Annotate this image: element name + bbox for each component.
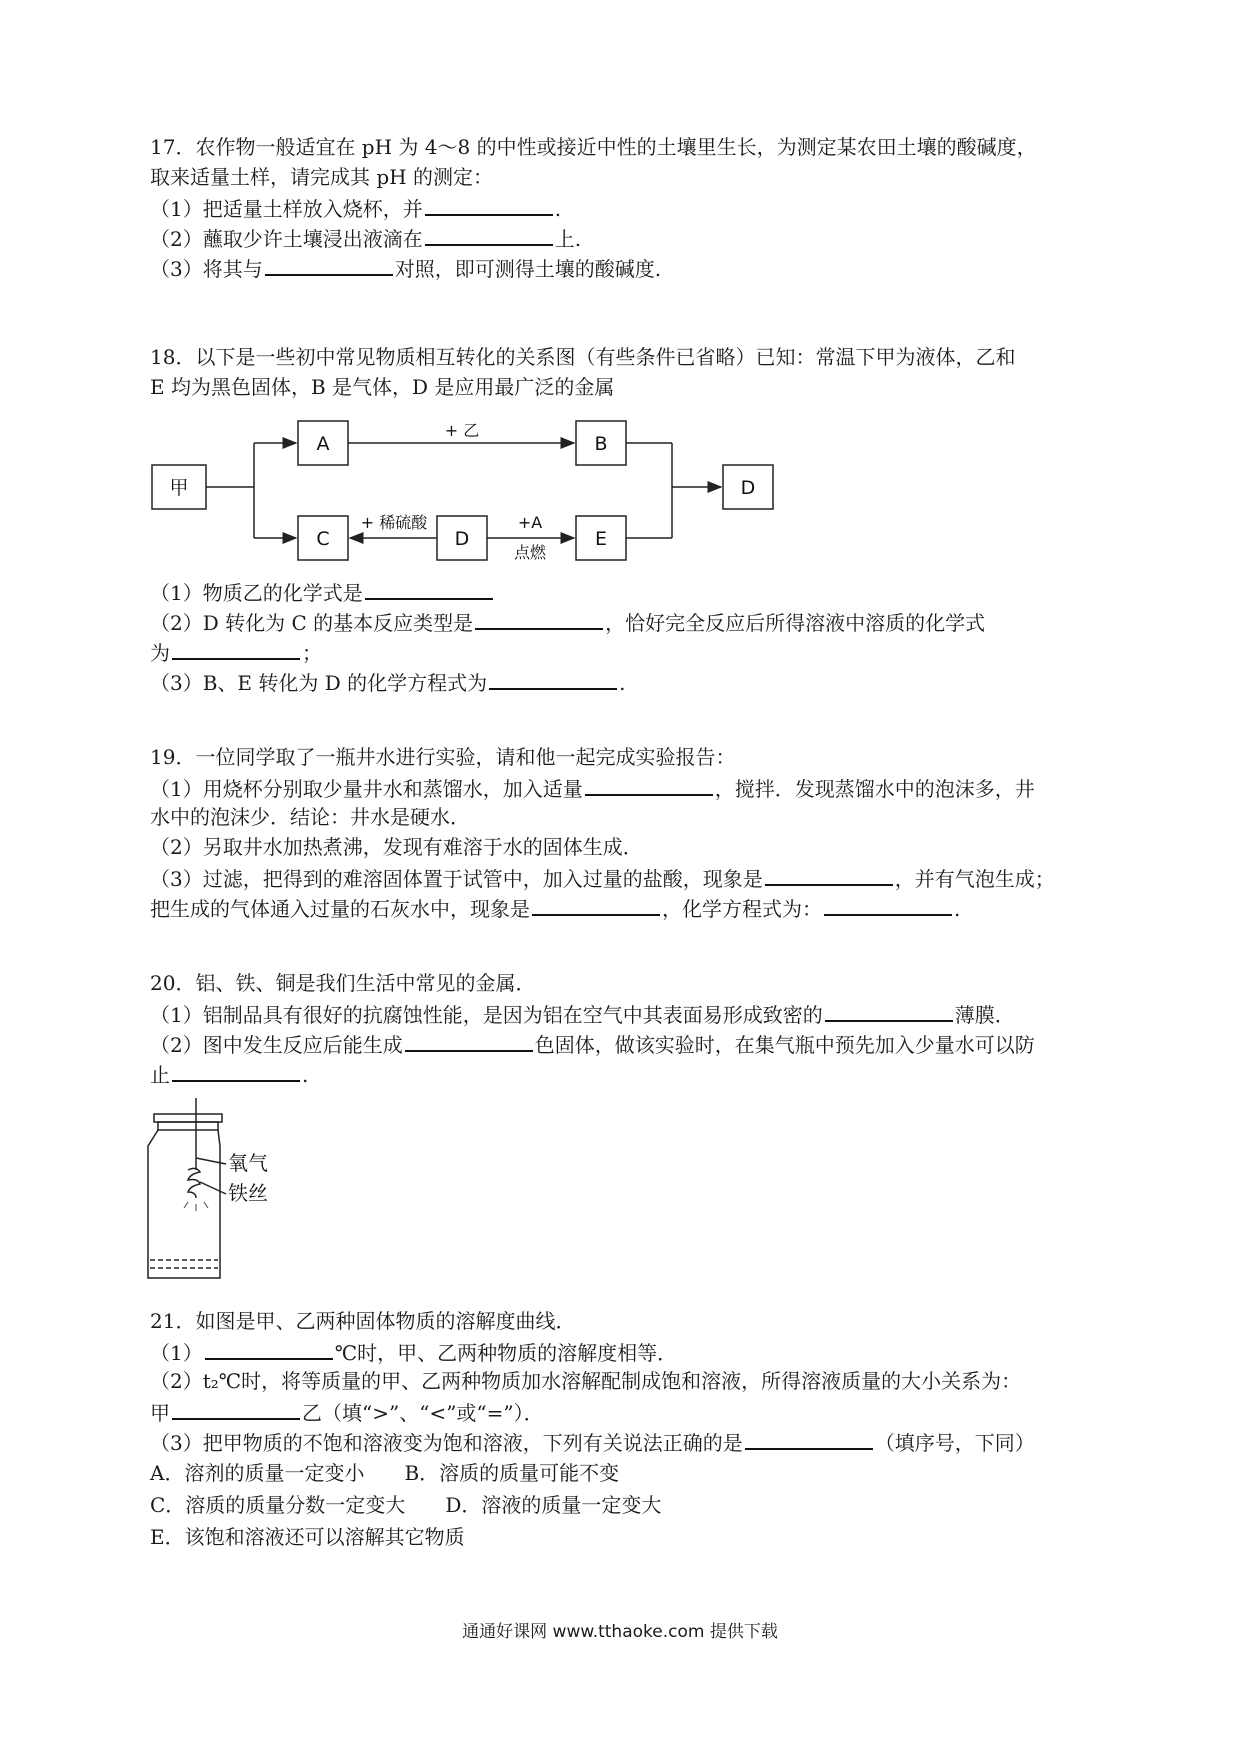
q17-part3-end: 对照，即可测得土壤的酸碱度. [394,257,662,281]
q21-part2: （2）t₂℃时，将等质量的甲、乙两种物质加水溶解配制成饱和溶液，所得溶液质量的大小关系为： [150,1369,1022,1393]
q20-part2-zhi: 止 [150,1063,170,1087]
label-c: C [316,528,330,550]
q20-part1-text: （1）铝制品具有很好的抗腐蚀性能，是因为铝在空气中其表面易形成致密的 [150,1003,823,1027]
label-jia: 甲 [169,477,189,499]
q18-part3-text: （3）B、E 转化为 D 的化学方程式为 [150,671,488,695]
label-b: B [594,433,608,455]
answer-blank[interactable] [475,608,603,630]
label-ignite: 点燃 [513,543,547,562]
q21-part3-text: （3）把甲物质的不饱和溶液变为饱和溶液，下列有关说法正确的是 [150,1431,743,1455]
q19-part1-cont: ，搅拌．发现蒸馏水中的泡沫多，井 [714,777,1035,801]
q17-part1-end: . [554,197,562,221]
q18-part2-text: （2）D 转化为 C 的基本反应类型是 [150,611,474,635]
q18-stem-line2: E 均为黑色固体，B 是气体，D 是应用最广泛的金属 [150,375,615,399]
q21-part1-text: （1） [150,1341,203,1365]
answer-blank[interactable] [172,1060,300,1082]
q21-options-cd [150,1492,661,1518]
label-plus-a: +A [517,513,543,532]
q21-part1-end: ℃时，甲、乙两种物质的溶解度相等． [334,1341,678,1365]
answer-blank[interactable] [205,1338,333,1360]
q18-part3 [150,668,626,696]
q19-stem: 19．一位同学取了一瓶井水进行实验，请和他一起完成实验报告： [150,745,736,769]
q21-part3 [150,1428,1035,1456]
answer-blank[interactable] [532,894,660,916]
answer-blank[interactable] [172,638,300,660]
q17-part3-text: （3）将其与 [150,257,263,281]
bottle-neck [158,1122,218,1130]
q17-stem-line2: 取来适量土样，请完成其 pH 的测定： [150,165,493,189]
q19-part1-line2: 水中的泡沫少．结论：井水是硬水． [150,805,470,829]
q18-part2-wei: 为 [150,641,170,665]
q21-stem: 21．如图是甲、乙两种固体物质的溶解度曲线． [150,1309,576,1333]
q18-part3-end: . [619,671,626,695]
label-plus-acid: + 稀硫酸 [360,513,428,532]
q19-part1-text: （1）用烧杯分别取少量井水和蒸馏水，加入适量 [150,777,583,801]
q18-part2-cont: ，恰好完全反应后所得溶液中溶质的化学式 [605,611,986,635]
answer-blank[interactable] [745,1428,873,1450]
q19-part3-line2 [150,894,960,922]
q17-stem-line1: 17．农作物一般适宜在 pH 为 4～8 的中性或接近中性的土壤里生长，为测定某农田土壤的酸碱度， [150,135,1037,159]
option-d: D．溶液的质量一定变大 [445,1493,662,1517]
q17-part2-end: 上. [554,227,582,251]
q20-part2-line2 [150,1060,308,1088]
oxygen-label: 氧气 [228,1151,268,1175]
label-e: E [594,528,608,550]
option-a: A．溶剂的质量一定变小 [150,1461,365,1485]
q19-part3-cont: ，并有气泡生成； [894,867,1055,891]
answer-blank[interactable] [405,1030,533,1052]
q18-stem-line1: 18．以下是一些初中常见物质相互转化的关系图（有些条件已省略）已知：常温下甲为液体，乙和 [150,345,1016,369]
q19-part1 [150,774,1035,802]
q18-part2 [150,608,985,636]
q18-part1 [150,578,495,606]
q17-part2-text: （2）蘸取少许土壤浸出液滴在 [150,227,423,251]
label-d-right: D [740,477,756,499]
answer-blank[interactable] [765,864,893,886]
answer-blank[interactable] [824,894,952,916]
q21-part3-end: （填序号，下同） [874,1431,1035,1455]
q19-part3-end: . [954,897,961,921]
answer-blank[interactable] [825,1000,953,1022]
iron-wire-coil [188,1168,200,1198]
label-a: A [316,433,330,455]
q19-part2: （2）另取井水加热煮沸，发现有难溶于水的固体生成． [150,835,643,859]
q18-part2-line2 [150,638,322,666]
q20-part1-end: 薄膜． [954,1003,1015,1027]
q19-part3 [150,864,1055,892]
q19-part3-text: （3）过滤，把得到的难溶固体置于试管中，加入过量的盐酸，现象是 [150,867,763,891]
q21-option-e [150,1524,465,1550]
answer-blank[interactable] [489,668,617,690]
label-plus-yi: + 乙 [444,421,480,440]
option-c: C．溶质的质量分数一定变大 [150,1493,406,1517]
label-d-mid: D [454,528,470,550]
q19-part3-eq: ，化学方程式为： [662,897,822,921]
q17-part1-text: （1）把适量土样放入烧杯，并 [150,197,423,221]
wire-pointer [200,1182,226,1194]
q20-part2-end: . [302,1063,309,1087]
bottle-stopper [154,1114,222,1122]
q21-options-ab [150,1460,619,1486]
answer-blank[interactable] [585,774,713,796]
q21-part1 [150,1338,677,1366]
option-e: E．该饱和溶液还可以溶解其它物质 [150,1525,465,1549]
q20-part2 [150,1030,1035,1058]
option-b: B．溶质的质量可能不变 [404,1461,620,1485]
q21-part2-line2 [150,1398,544,1426]
q20-part2-text: （2）图中发生反应后能生成 [150,1033,403,1057]
q20-stem: 20．铝、铁、铜是我们生活中常见的金属． [150,971,536,995]
answer-blank[interactable] [172,1398,300,1420]
q20-part1 [150,1000,1015,1028]
page-footer: 通通好课网 www.tthaoke.com 提供下载 [462,1622,778,1642]
q18-part1-text: （1）物质乙的化学式是 [150,581,363,605]
gas-bottle [148,1130,220,1278]
q21-part2-end: 乙（填“>”、“<”或“=”）． [302,1401,544,1425]
oxygen-pointer [196,1158,226,1164]
iron-wire-label: 铁丝 [228,1181,268,1205]
answer-blank[interactable] [365,578,493,600]
iron-wire-bottle-figure [140,1098,340,1288]
q21-part2-jia: 甲 [150,1401,170,1425]
q18-part2-end: ； [302,641,322,665]
q20-part2-cont: 色固体，做该实验时，在集气瓶中预先加入少量水可以防 [534,1033,1035,1057]
q19-part3-text2: 把生成的气体通入过量的石灰水中，现象是 [150,897,530,921]
